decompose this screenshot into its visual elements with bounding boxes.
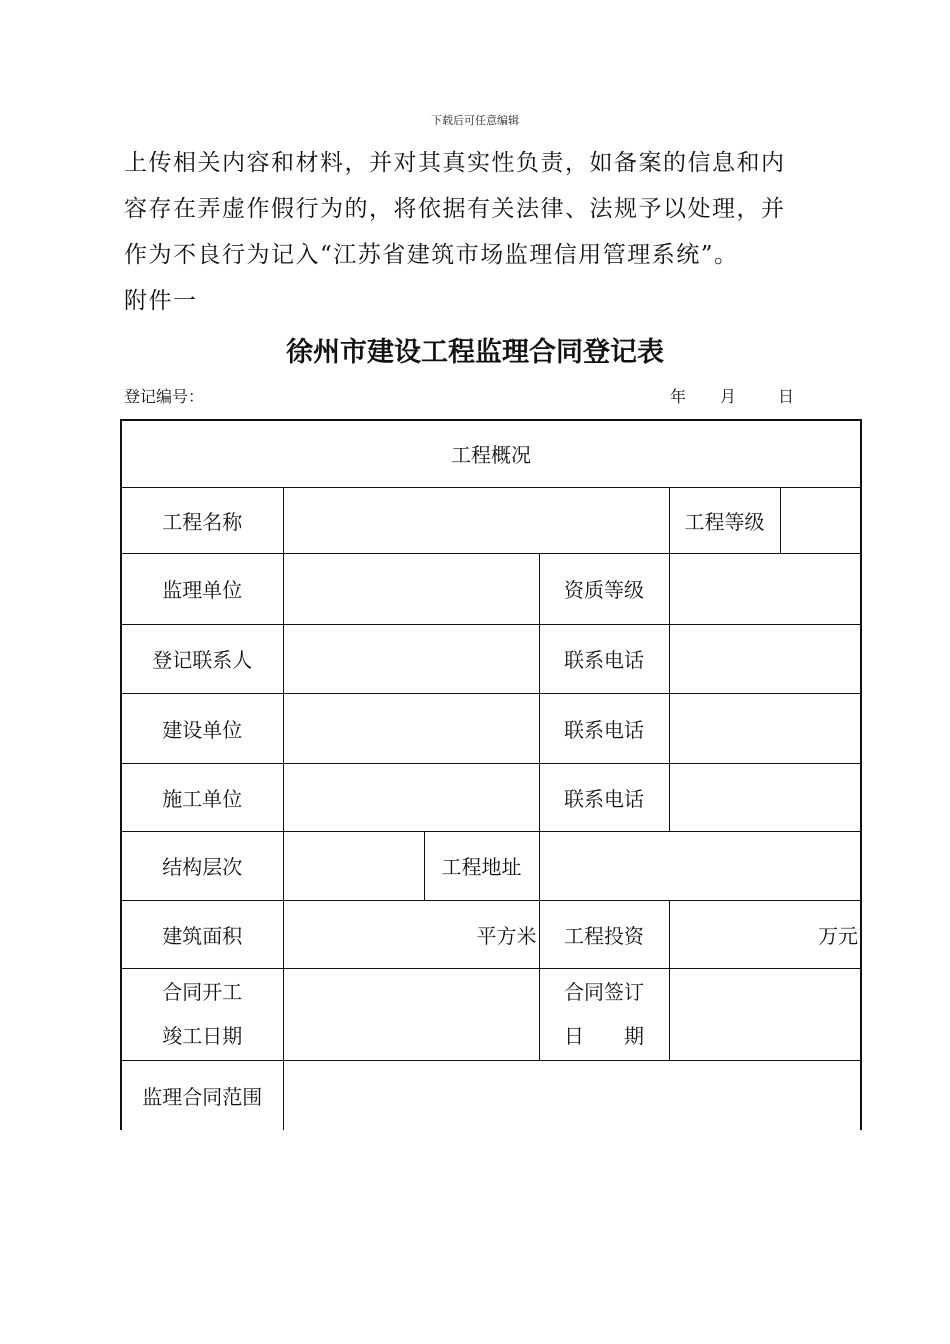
project-grade-field[interactable] — [780, 487, 861, 553]
registrant-phone-label: 联系电话 — [539, 624, 669, 693]
registrant-phone-field[interactable] — [669, 624, 861, 693]
month-label: 月 — [720, 387, 737, 406]
investment-field[interactable] — [669, 900, 861, 968]
registrant-label: 登记联系人 — [121, 624, 283, 693]
structure-floors-field[interactable] — [283, 831, 424, 900]
building-area-label: 建筑面积 — [121, 900, 283, 968]
contractor-phone-label: 联系电话 — [539, 763, 669, 831]
project-name-field[interactable] — [283, 487, 669, 553]
contract-scope-field[interactable] — [283, 1060, 861, 1130]
sign-date-line2: 日 期 — [564, 1024, 644, 1048]
contractor-phone-field[interactable] — [669, 763, 861, 831]
sign-date-label — [539, 968, 669, 1060]
project-address-label: 工程地址 — [424, 831, 539, 900]
registration-number-label: 登记编号： — [124, 387, 205, 406]
owner-phone-field[interactable] — [669, 693, 861, 763]
registration-form-table — [120, 419, 862, 1130]
day-label: 日 — [778, 387, 795, 406]
structure-floors-label: 结构层次 — [121, 831, 283, 900]
supervision-unit-field[interactable] — [283, 553, 539, 624]
construction-owner-field[interactable] — [283, 693, 539, 763]
project-grade-label: 工程等级 — [669, 487, 780, 553]
supervision-unit-label: 监理单位 — [121, 553, 283, 624]
qualification-grade-field[interactable] — [669, 553, 861, 624]
area-unit: 平方米 — [476, 923, 537, 948]
owner-phone-label: 联系电话 — [539, 693, 669, 763]
contract-dates-line1: 合同开工 — [162, 980, 243, 1004]
building-area-field[interactable] — [283, 900, 539, 968]
registrant-field[interactable] — [283, 624, 539, 693]
contract-dates-line2: 竣工日期 — [162, 1024, 243, 1048]
contract-dates-field[interactable] — [283, 968, 539, 1060]
project-address-field[interactable] — [539, 831, 861, 900]
body-paragraph — [124, 140, 844, 324]
attachment-label: 附件一 — [124, 288, 198, 314]
paragraph-line-1: 上传相关内容和材料，并对其真实性负责，如备案的信息和内 — [124, 150, 786, 176]
project-name-label: 工程名称 — [121, 487, 283, 553]
paragraph-line-3: 作为不良行为记入“江苏省建筑市场监理信用管理系统”。 — [124, 242, 739, 268]
investment-unit: 万元 — [818, 923, 859, 948]
investment-label: 工程投资 — [539, 900, 669, 968]
sign-date-field[interactable] — [669, 968, 861, 1060]
date-line — [670, 384, 794, 407]
contractor-label: 施工单位 — [121, 763, 283, 831]
page-title: 徐州市建设工程监理合同登记表 — [286, 337, 664, 368]
header-note: 下载后可任意编辑 — [431, 114, 519, 127]
qualification-grade-label: 资质等级 — [539, 553, 669, 624]
sign-date-line1: 合同签订 — [564, 980, 644, 1004]
paragraph-line-2: 容存在弄虚作假行为的，将依据有关法律、法规予以处理，并 — [124, 196, 786, 222]
year-label: 年 — [670, 387, 687, 406]
section-header-cell: 工程概况 — [121, 420, 861, 487]
contract-scope-label: 监理合同范围 — [121, 1060, 283, 1130]
construction-owner-label: 建设单位 — [121, 693, 283, 763]
contract-dates-label — [121, 968, 283, 1060]
contractor-field[interactable] — [283, 763, 539, 831]
